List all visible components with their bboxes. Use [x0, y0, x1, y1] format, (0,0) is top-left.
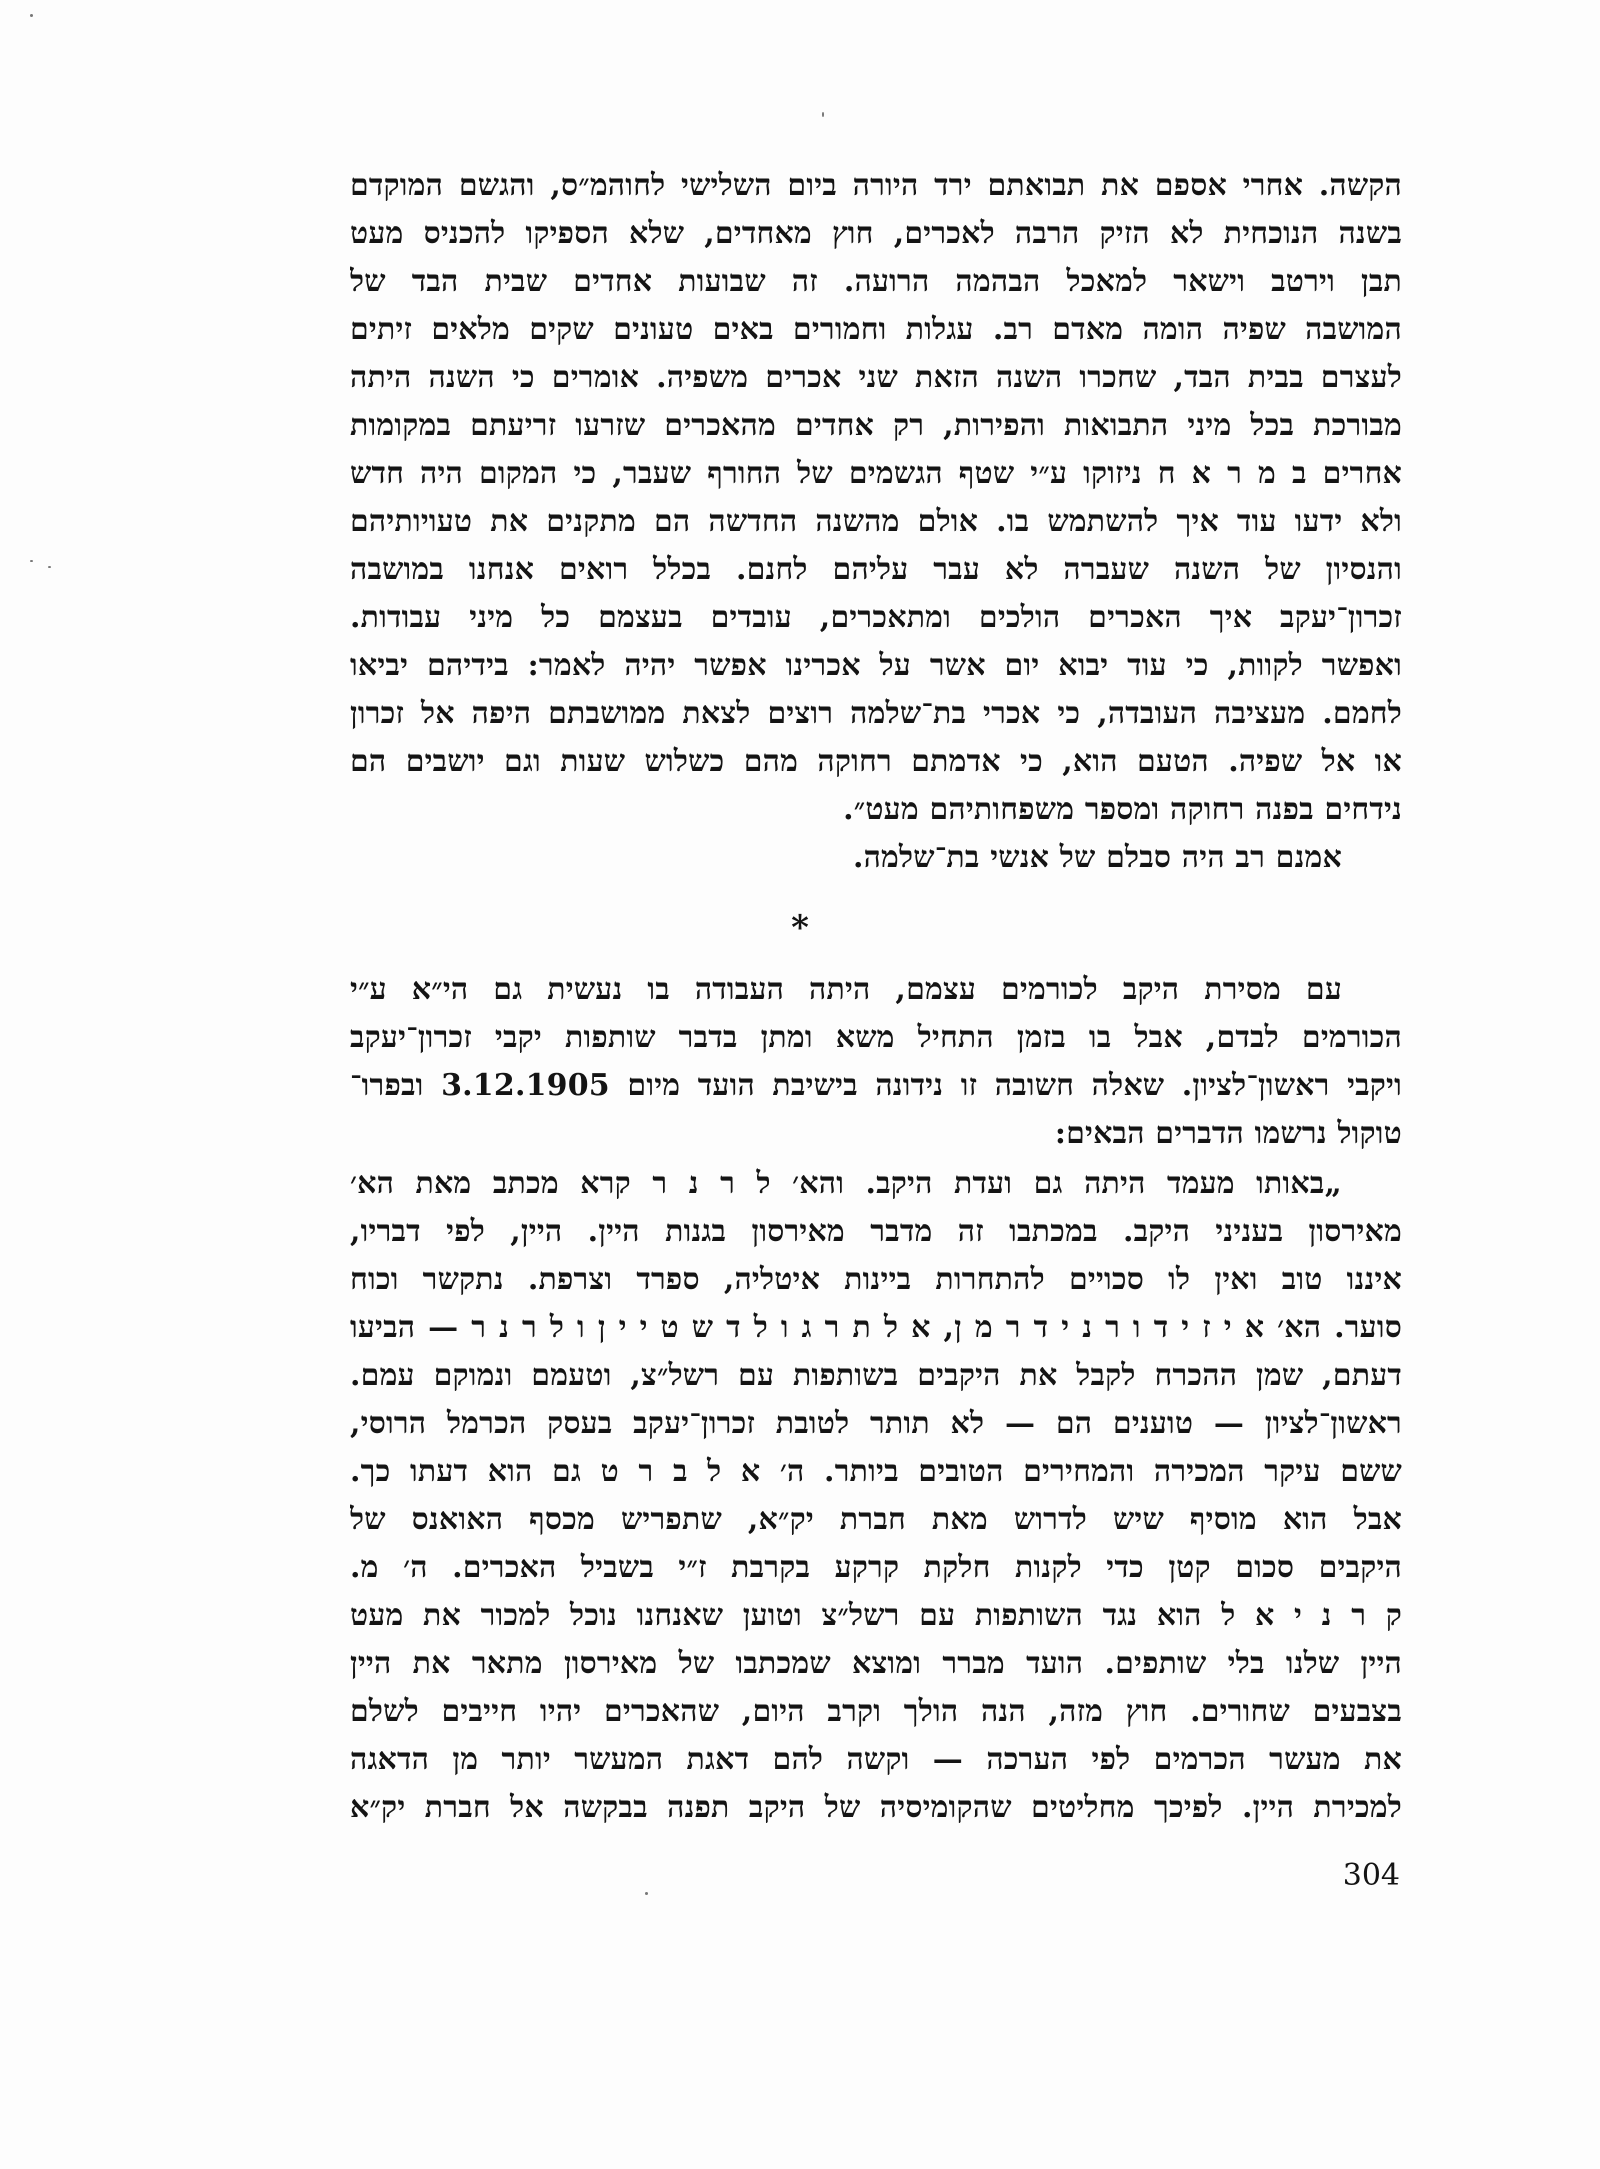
- text-line: ויקבי ראשון־לציון. שאלה חשובה זו נידונה בישיבת הועד מיום 3.12.1905 ובפרו־: [350, 1068, 1402, 1103]
- text-line: הכורמים לבדם, אבל בו בזמן התחיל משא ומתן בדבר שותפות יקבי זכרון־יעקב: [350, 1020, 1402, 1055]
- text-line: היקבים סכום קטן כדי לקנות חלקת קרקע בקרבת ז״י בשביל האכרים. ה׳ מ.: [350, 1550, 1402, 1585]
- text-line: נידחים בפנה רחוקה ומספר משפחותיהם מעט״.: [843, 792, 1402, 827]
- text-line: לחמם. מעציבה העובדה, כי אכרי בת־שלמה רוצים לצאת ממושבתם היפה אל זכרון: [350, 696, 1402, 731]
- scan-speck: [48, 566, 51, 568]
- text-line: ראשון־לציון — טוענים הם — לא תותר לטובת זכרון־יעקב בעסק הכרמל הרוסי,: [350, 1406, 1402, 1441]
- text-line: בשנה הנוכחית לא הזיק הרבה לאכרים, חוץ מאחדים, שלא הספיקו להכניס מעט: [350, 216, 1402, 251]
- text-line: טוקול נרשמו הדברים הבאים:: [1054, 1116, 1402, 1151]
- text-line: מאירסון בעניני היקב. במכתבו זה מדבר מאירסון בגנות היין. היין, לפי דבריו,: [350, 1214, 1402, 1249]
- text-line: סוער. הא׳ א י ז י ד ו ר נ י ד ר מ ן, א ל ת ר ג ו ל ד ש ט י י ן ו ל ר נ ר — הביעו: [350, 1310, 1402, 1345]
- text-line: עם מסירת היקב לכורמים עצמם, היתה העבודה בו נעשית גם הי״א ע״י: [350, 972, 1342, 1007]
- text-line: דעתם, שמן ההכרח לקבל את היקבים בשותפות עם רשל״צ, וטעמם ונמוקם עמם.: [350, 1358, 1402, 1393]
- scan-speck: [30, 14, 33, 17]
- text-line: המושבה שפיה הומה מאדם רב. עגלות וחמורים באים טעונים שקים מלאים זיתים: [350, 312, 1402, 347]
- paragraph-protocol-quote: [350, 1160, 1402, 1832]
- paragraph-farmers-report: [350, 162, 1402, 882]
- text-line: הקשה. אחרי אספם את תבואתם ירד היורה ביום השלישי לחוהמ״ס, והגשם המוקדם: [350, 168, 1402, 203]
- text-line: איננו טוב ואין לו סכויים להתחרות ביינות איטליה, ספרד וצרפת. נתקשר וכוח: [350, 1262, 1402, 1297]
- text-line: והנסיון של השנה שעברה לא עבר עליהם לחנם. בכלל רואים אנחנו במושבה: [350, 552, 1402, 587]
- text-line: ששם עיקר המכירה והמחירים הטובים ביותר. ה׳ א ל ב ר ט גם הוא דעתו כך.: [350, 1454, 1402, 1489]
- section-separator-asterisk: *: [791, 908, 809, 948]
- text-line: או אל שפיה. הטעם הוא, כי אדמתם רחוקה מהם כשלוש שעות וגם יושבים הם: [350, 744, 1402, 779]
- page-number: 304: [1342, 1858, 1400, 1893]
- text-line: זכרון־יעקב איך האכרים הולכים ומתאכרים, עובדים בעצמם כל מיני עבודות.: [350, 600, 1402, 635]
- scan-speck: [645, 1892, 648, 1895]
- text-line: „באותו מעמד היתה גם ועדת היקב. והא׳ ל ר נ ר קרא מכתב מאת הא׳: [350, 1166, 1342, 1201]
- paragraph-winery-partnership: [350, 966, 1402, 1158]
- text-line: אבל הוא מוסיף שיש לדרוש מאת חברת יק״א, שתפריש מכסף האואנס של: [350, 1502, 1402, 1537]
- scan-speck: [30, 560, 33, 562]
- text-line: למכירת היין. לפיכך מחליטים שהקומיסיה של היקב תפנה בבקשה אל חברת יק״א: [350, 1790, 1402, 1825]
- text-line: אמנם רב היה סבלם של אנשי בת־שלמה.: [852, 840, 1342, 875]
- text-line: ולא ידעו עוד איך להשתמש בו. אולם מהשנה החדשה הם מתקנים את טעויותיהם: [350, 504, 1402, 539]
- text-line: היין שלנו בלי שותפים. הועד מברר ומוצא שמכתבו של מאירסון מתאר את היין: [350, 1646, 1402, 1681]
- text-line: את מעשר הכרמים לפי הערכה — וקשה להם דאגת המעשר יותר מן הדאגה: [350, 1742, 1402, 1777]
- text-line: אחרים ב מ ר א ח ניזוקו ע״י שטף הגשמים של החורף שעבר, כי המקום היה חדש: [350, 456, 1402, 491]
- text-line: לעצרם בבית הבד, שחכרו השנה הזאת שני אכרים משפיה. אומרים כי השנה היתה: [350, 360, 1402, 395]
- text-line: בצבעים שחורים. חוץ מזה, הנה הולך וקרב היום, שהאכרים יהיו חייבים לשלם: [350, 1694, 1402, 1729]
- text-line: תבן וירטב וישאר למאכל הבהמה הרועה. זה שבועות אחדים שבית הבד של: [350, 264, 1402, 299]
- text-line: מבורכת בכל מיני התבואות והפירות, רק אחדים מהאכרים שזרעו זריעתם במקומות: [350, 408, 1402, 443]
- text-line: ק ר נ י א ל הוא נגד השותפות עם רשל״צ וטוען שאנחנו נוכל למכור את מעט: [350, 1598, 1402, 1633]
- text-line: ואפשר לקוות, כי עוד יבוא יום אשר על אכרינו אפשר יהיה לאמר: בידיהם יביאו: [350, 648, 1402, 683]
- scan-speck: [822, 112, 824, 117]
